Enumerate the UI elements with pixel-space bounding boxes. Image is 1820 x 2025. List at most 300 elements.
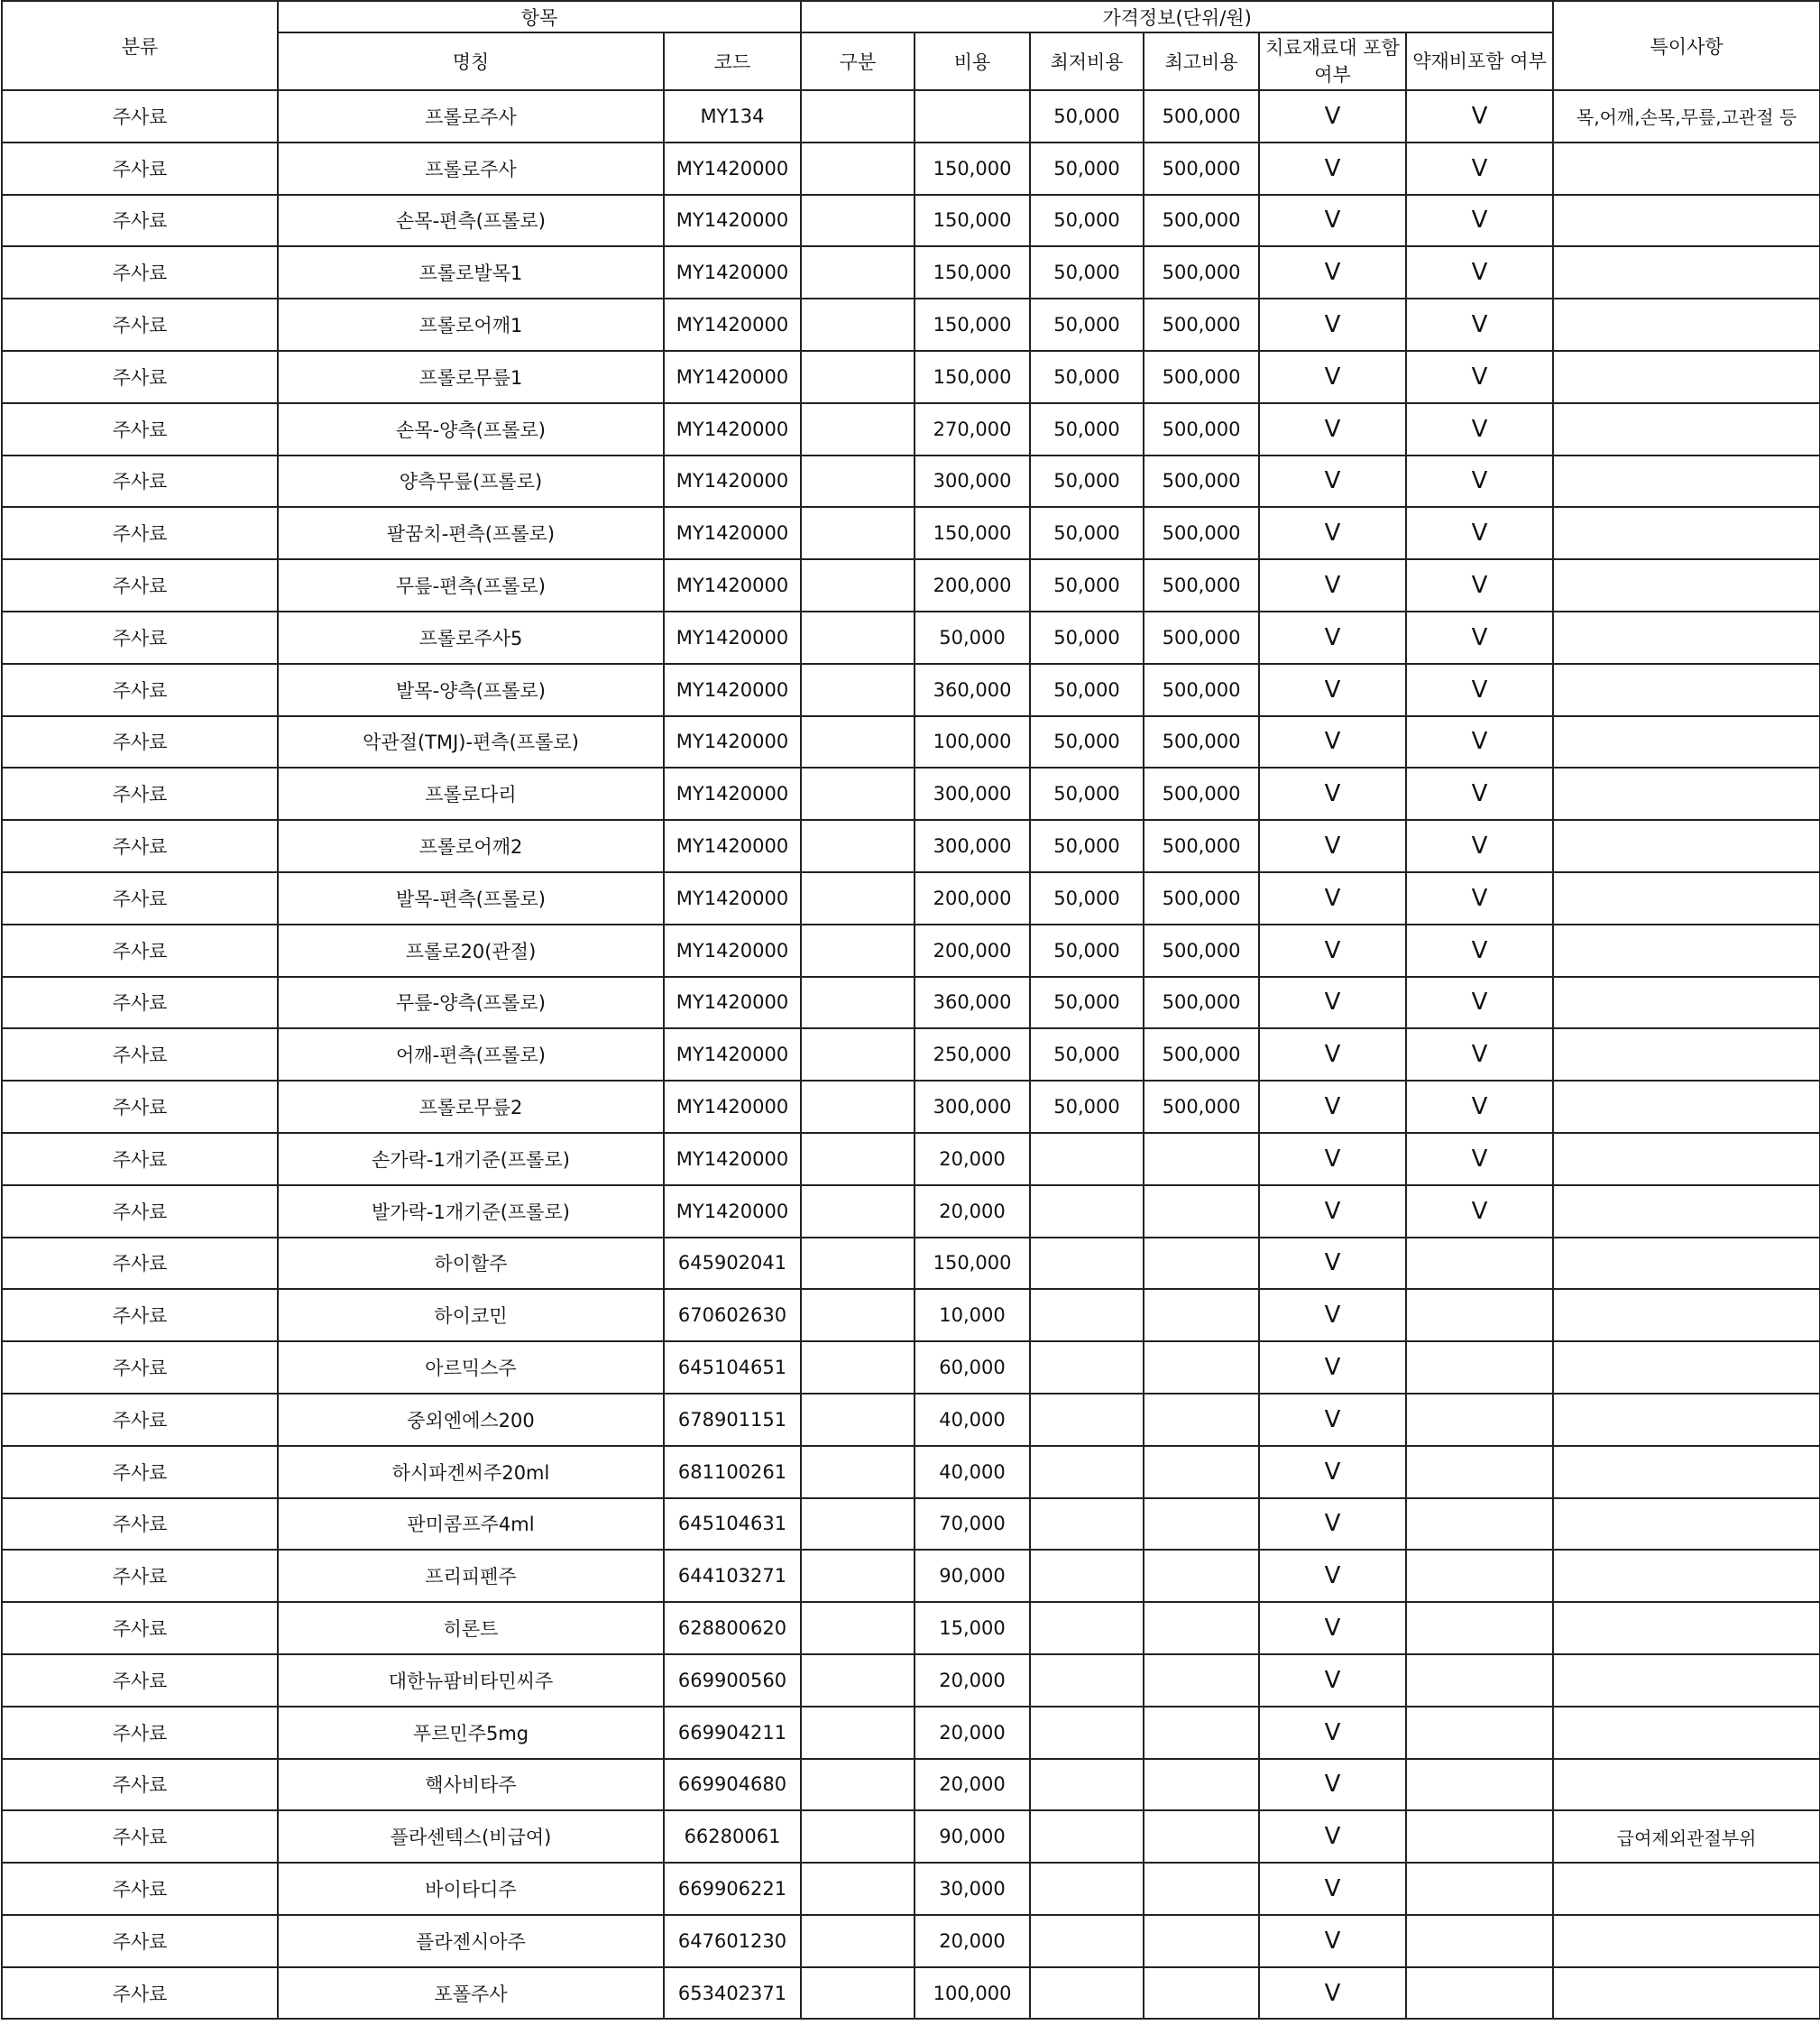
cell-material-included: V [1259,299,1406,351]
cell-min-cost: 50,000 [1030,612,1144,664]
cell-type [801,1341,915,1394]
cell-note [1553,1915,1820,1967]
cell-category: 주사료 [2,1707,278,1759]
cell-category: 주사료 [2,1967,278,2020]
cell-code: MY1420000 [664,507,801,559]
cell-min-cost: 50,000 [1030,143,1144,195]
header-price-group: 가격정보(단위/원) [801,1,1553,32]
cell-type [801,90,915,143]
cell-material-included: V [1259,1185,1406,1238]
cell-code: MY1420000 [664,299,801,351]
cell-drug-included [1406,1707,1553,1759]
table-row [2,768,1820,820]
cell-max-cost: 500,000 [1144,925,1259,977]
cell-category: 주사료 [2,768,278,820]
cell-cost: 150,000 [915,143,1030,195]
cell-max-cost: 500,000 [1144,768,1259,820]
cell-min-cost [1030,1446,1144,1498]
cell-drug-included: V [1406,143,1553,195]
cell-cost [915,90,1030,143]
header-max-cost: 최고비용 [1144,32,1259,90]
header-cost: 비용 [915,32,1030,90]
cell-code: MY1420000 [664,1185,801,1238]
cell-max-cost: 500,000 [1144,195,1259,247]
cell-cost: 100,000 [915,716,1030,769]
cell-material-included: V [1259,351,1406,403]
cell-category: 주사료 [2,90,278,143]
table-row [2,1185,1820,1238]
cell-max-cost [1144,1446,1259,1498]
cell-type [801,1498,915,1551]
cell-material-included: V [1259,977,1406,1029]
cell-name: 무릎-양측(프롤로) [278,977,664,1029]
cell-name: 대한뉴팜비타민씨주 [278,1654,664,1707]
cell-name: 악관절(TMJ)-편측(프롤로) [278,716,664,769]
cell-note: 목,어깨,손목,무릎,고관절 등 [1553,90,1820,143]
cell-type [801,872,915,925]
cell-category: 주사료 [2,1185,278,1238]
cell-name: 하이코민 [278,1289,664,1341]
cell-note [1553,716,1820,769]
cell-min-cost: 50,000 [1030,351,1144,403]
cell-code: MY1420000 [664,195,801,247]
cell-min-cost: 50,000 [1030,246,1144,299]
table-row [2,612,1820,664]
cell-drug-included: V [1406,559,1553,612]
table-header [2,1,1820,90]
cell-min-cost: 50,000 [1030,1028,1144,1081]
cell-category: 주사료 [2,1341,278,1394]
cell-type [801,716,915,769]
cell-name: 바이타디주 [278,1863,664,1915]
cell-type [801,559,915,612]
cell-type [801,1394,915,1446]
cell-min-cost [1030,1759,1144,1811]
cell-min-cost: 50,000 [1030,820,1144,872]
cell-cost: 360,000 [915,664,1030,716]
cell-cost: 20,000 [915,1707,1030,1759]
cell-cost: 90,000 [915,1550,1030,1602]
table-row [2,716,1820,769]
cell-drug-included [1406,1289,1553,1341]
cell-code: MY1420000 [664,977,801,1029]
cell-note [1553,1289,1820,1341]
cell-name: 발목-편측(프롤로) [278,872,664,925]
cell-category: 주사료 [2,1289,278,1341]
cell-note [1553,1602,1820,1654]
cell-category: 주사료 [2,1238,278,1290]
cell-note [1553,612,1820,664]
cell-material-included: V [1259,559,1406,612]
table-row [2,925,1820,977]
cell-code: 644103271 [664,1550,801,1602]
cell-material-included: V [1259,1498,1406,1551]
cell-drug-included: V [1406,507,1553,559]
cell-material-included: V [1259,1289,1406,1341]
cell-code: MY1420000 [664,925,801,977]
cell-drug-included: V [1406,716,1553,769]
cell-code: MY134 [664,90,801,143]
cell-name: 어깨-편측(프롤로) [278,1028,664,1081]
cell-min-cost: 50,000 [1030,925,1144,977]
cell-min-cost: 50,000 [1030,559,1144,612]
cell-min-cost: 50,000 [1030,977,1144,1029]
cell-cost: 150,000 [915,1238,1030,1290]
table-body [2,90,1820,2019]
cell-note [1553,1185,1820,1238]
table-row [2,299,1820,351]
table-row [2,1810,1820,1863]
cell-type [801,1654,915,1707]
cell-code: MY1420000 [664,716,801,769]
cell-drug-included [1406,1967,1553,2020]
cell-type [801,1915,915,1967]
cell-category: 주사료 [2,872,278,925]
cell-type [801,925,915,977]
cell-code: MY1420000 [664,872,801,925]
cell-cost: 150,000 [915,351,1030,403]
cell-cost: 70,000 [915,1498,1030,1551]
cell-max-cost: 500,000 [1144,559,1259,612]
cell-name: 발가락-1개기준(프롤로) [278,1185,664,1238]
cell-max-cost: 500,000 [1144,246,1259,299]
cell-cost: 10,000 [915,1289,1030,1341]
cell-name: 프롤로어깨1 [278,299,664,351]
cell-code: MY1420000 [664,1133,801,1185]
table-row [2,1133,1820,1185]
table-row [2,195,1820,247]
cell-material-included: V [1259,1028,1406,1081]
cell-cost: 30,000 [915,1863,1030,1915]
cell-code: MY1420000 [664,246,801,299]
cell-drug-included: V [1406,768,1553,820]
cell-max-cost: 500,000 [1144,872,1259,925]
cell-material-included: V [1259,1759,1406,1811]
cell-drug-included [1406,1915,1553,1967]
cell-material-included: V [1259,1967,1406,2020]
cell-note [1553,1654,1820,1707]
cell-code: 681100261 [664,1446,801,1498]
cell-code: MY1420000 [664,403,801,456]
cell-note [1553,977,1820,1029]
cell-type [801,1602,915,1654]
cell-material-included: V [1259,1238,1406,1290]
cell-note [1553,1394,1820,1446]
cell-material-included: V [1259,507,1406,559]
cell-type [801,1810,915,1863]
cell-name: 프롤로20(관절) [278,925,664,977]
cell-cost: 200,000 [915,925,1030,977]
cell-cost: 250,000 [915,1028,1030,1081]
cell-max-cost: 500,000 [1144,1081,1259,1133]
cell-type [801,1289,915,1341]
cell-name: 프롤로어깨2 [278,820,664,872]
cell-code: 678901151 [664,1394,801,1446]
header-material-included: 치료재료대 포함여부 [1259,32,1406,90]
cell-cost: 360,000 [915,977,1030,1029]
cell-category: 주사료 [2,1394,278,1446]
cell-max-cost [1144,1759,1259,1811]
cell-type [801,403,915,456]
cell-drug-included [1406,1238,1553,1290]
cell-max-cost: 500,000 [1144,403,1259,456]
cell-cost: 300,000 [915,1081,1030,1133]
cell-min-cost [1030,1707,1144,1759]
cell-type [801,1446,915,1498]
cell-code: MY1420000 [664,1028,801,1081]
cell-min-cost [1030,1915,1144,1967]
header-min-cost: 최저비용 [1030,32,1144,90]
cell-material-included: V [1259,1394,1406,1446]
cell-drug-included: V [1406,612,1553,664]
cell-max-cost [1144,1498,1259,1551]
cell-type [801,299,915,351]
cell-max-cost: 500,000 [1144,456,1259,508]
cell-name: 히론트 [278,1602,664,1654]
cell-name: 프롤로다리 [278,768,664,820]
cell-category: 주사료 [2,1602,278,1654]
table-row [2,1446,1820,1498]
cell-type [801,664,915,716]
cell-type [801,195,915,247]
cell-code: 669904211 [664,1707,801,1759]
cell-name: 중외엔에스200 [278,1394,664,1446]
cell-material-included: V [1259,456,1406,508]
cell-name: 판미콤프주4ml [278,1498,664,1551]
cell-material-included: V [1259,872,1406,925]
cell-category: 주사료 [2,246,278,299]
cell-drug-included: V [1406,195,1553,247]
cell-max-cost [1144,1238,1259,1290]
cell-type [801,507,915,559]
cell-type [801,456,915,508]
cell-max-cost: 500,000 [1144,507,1259,559]
cell-max-cost [1144,1707,1259,1759]
cell-min-cost: 50,000 [1030,872,1144,925]
cell-material-included: V [1259,664,1406,716]
cell-min-cost [1030,1550,1144,1602]
cell-drug-included [1406,1446,1553,1498]
cell-material-included: V [1259,1654,1406,1707]
cell-code: MY1420000 [664,664,801,716]
cell-type [801,612,915,664]
cell-category: 주사료 [2,977,278,1029]
cell-name: 발목-양측(프롤로) [278,664,664,716]
header-item-group: 항목 [278,1,801,32]
cell-drug-included: V [1406,925,1553,977]
table-row [2,1550,1820,1602]
cell-drug-included [1406,1498,1553,1551]
cell-code: 669904680 [664,1759,801,1811]
cell-min-cost: 50,000 [1030,195,1144,247]
cell-cost: 50,000 [915,612,1030,664]
cell-drug-included: V [1406,90,1553,143]
cell-note [1553,925,1820,977]
cell-material-included: V [1259,1915,1406,1967]
cell-cost: 300,000 [915,768,1030,820]
cell-cost: 60,000 [915,1341,1030,1394]
table-row [2,1238,1820,1290]
cell-note [1553,195,1820,247]
cell-code: 66280061 [664,1810,801,1863]
cell-type [801,977,915,1029]
table-row [2,1081,1820,1133]
cell-category: 주사료 [2,1863,278,1915]
cell-category: 주사료 [2,1810,278,1863]
cell-code: MY1420000 [664,1081,801,1133]
cell-cost: 150,000 [915,299,1030,351]
cell-note [1553,299,1820,351]
cell-category: 주사료 [2,456,278,508]
cell-name: 프롤로주사 [278,90,664,143]
cell-note [1553,507,1820,559]
cell-material-included: V [1259,820,1406,872]
cell-code: MY1420000 [664,351,801,403]
cell-category: 주사료 [2,1446,278,1498]
cell-max-cost [1144,1602,1259,1654]
cell-code: 645104631 [664,1498,801,1551]
cell-type [801,1081,915,1133]
cell-drug-included: V [1406,872,1553,925]
cell-material-included: V [1259,1341,1406,1394]
cell-max-cost: 500,000 [1144,1028,1259,1081]
cell-cost: 20,000 [915,1654,1030,1707]
cell-drug-included: V [1406,1081,1553,1133]
cell-type [801,246,915,299]
cell-category: 주사료 [2,612,278,664]
cell-code: MY1420000 [664,143,801,195]
cell-type [801,143,915,195]
cell-type [801,820,915,872]
cell-category: 주사료 [2,1654,278,1707]
cell-drug-included [1406,1550,1553,1602]
cell-name: 프롤로주사5 [278,612,664,664]
header-category: 분류 [2,1,278,90]
cell-drug-included: V [1406,977,1553,1029]
cell-type [801,1133,915,1185]
cell-min-cost: 50,000 [1030,90,1144,143]
cell-category: 주사료 [2,403,278,456]
cell-min-cost [1030,1654,1144,1707]
cell-code: 669906221 [664,1863,801,1915]
cell-name: 하시파겐씨주20ml [278,1446,664,1498]
cell-max-cost: 500,000 [1144,299,1259,351]
table-row [2,664,1820,716]
cell-note: 급여제외관절부위 [1553,1810,1820,1863]
cell-material-included: V [1259,612,1406,664]
cell-material-included: V [1259,768,1406,820]
cell-name: 프롤로무릎1 [278,351,664,403]
cell-code: MY1420000 [664,559,801,612]
cell-cost: 20,000 [915,1915,1030,1967]
cell-category: 주사료 [2,664,278,716]
cell-note [1553,1081,1820,1133]
cell-name: 손목-편측(프롤로) [278,195,664,247]
table-row [2,977,1820,1029]
cell-max-cost [1144,1133,1259,1185]
cell-name: 손목-양측(프롤로) [278,403,664,456]
table-row [2,1289,1820,1341]
cell-name: 프롤로발목1 [278,246,664,299]
cell-name: 무릎-편측(프롤로) [278,559,664,612]
cell-material-included: V [1259,195,1406,247]
cell-max-cost [1144,1341,1259,1394]
cell-cost: 270,000 [915,403,1030,456]
cell-drug-included: V [1406,456,1553,508]
cell-material-included: V [1259,1602,1406,1654]
cell-note [1553,1133,1820,1185]
cell-max-cost: 500,000 [1144,716,1259,769]
table-row [2,246,1820,299]
cell-code: MY1420000 [664,612,801,664]
cell-material-included: V [1259,1707,1406,1759]
cell-category: 주사료 [2,507,278,559]
cell-drug-included [1406,1810,1553,1863]
cell-name: 아르믹스주 [278,1341,664,1394]
cell-min-cost [1030,1289,1144,1341]
cell-name: 핵사비타주 [278,1759,664,1811]
table-row [2,1707,1820,1759]
cell-max-cost: 500,000 [1144,143,1259,195]
cell-note [1553,1341,1820,1394]
cell-note [1553,351,1820,403]
cell-max-cost [1144,1654,1259,1707]
cell-min-cost: 50,000 [1030,403,1144,456]
cell-cost: 20,000 [915,1185,1030,1238]
cell-drug-included [1406,1654,1553,1707]
cell-category: 주사료 [2,299,278,351]
cell-type [801,1238,915,1290]
cell-material-included: V [1259,403,1406,456]
cell-type [801,1185,915,1238]
cell-material-included: V [1259,1863,1406,1915]
cell-min-cost: 50,000 [1030,456,1144,508]
cell-max-cost: 500,000 [1144,351,1259,403]
table-row [2,872,1820,925]
cell-cost: 150,000 [915,507,1030,559]
cell-min-cost: 50,000 [1030,664,1144,716]
table-row [2,1654,1820,1707]
cell-drug-included: V [1406,1028,1553,1081]
cell-type [801,1863,915,1915]
cell-drug-included: V [1406,820,1553,872]
cell-name: 손가락-1개기준(프롤로) [278,1133,664,1185]
cell-cost: 90,000 [915,1810,1030,1863]
cell-name: 프리피펜주 [278,1550,664,1602]
cell-name: 푸르민주5mg [278,1707,664,1759]
cell-name: 플라젠시아주 [278,1915,664,1967]
cell-cost: 100,000 [915,1967,1030,2020]
cell-material-included: V [1259,925,1406,977]
table-row [2,1863,1820,1915]
cell-min-cost [1030,1238,1144,1290]
cell-drug-included: V [1406,664,1553,716]
cell-type [801,1967,915,2020]
cell-max-cost: 500,000 [1144,90,1259,143]
cell-material-included: V [1259,1810,1406,1863]
cell-material-included: V [1259,1133,1406,1185]
cell-cost: 150,000 [915,246,1030,299]
cell-name: 플라센텍스(비급여) [278,1810,664,1863]
cell-drug-included [1406,1759,1553,1811]
cell-note [1553,768,1820,820]
cell-note [1553,1498,1820,1551]
cell-category: 주사료 [2,143,278,195]
cell-code: 647601230 [664,1915,801,1967]
cell-min-cost: 50,000 [1030,1081,1144,1133]
cell-drug-included: V [1406,351,1553,403]
cell-cost: 300,000 [915,456,1030,508]
